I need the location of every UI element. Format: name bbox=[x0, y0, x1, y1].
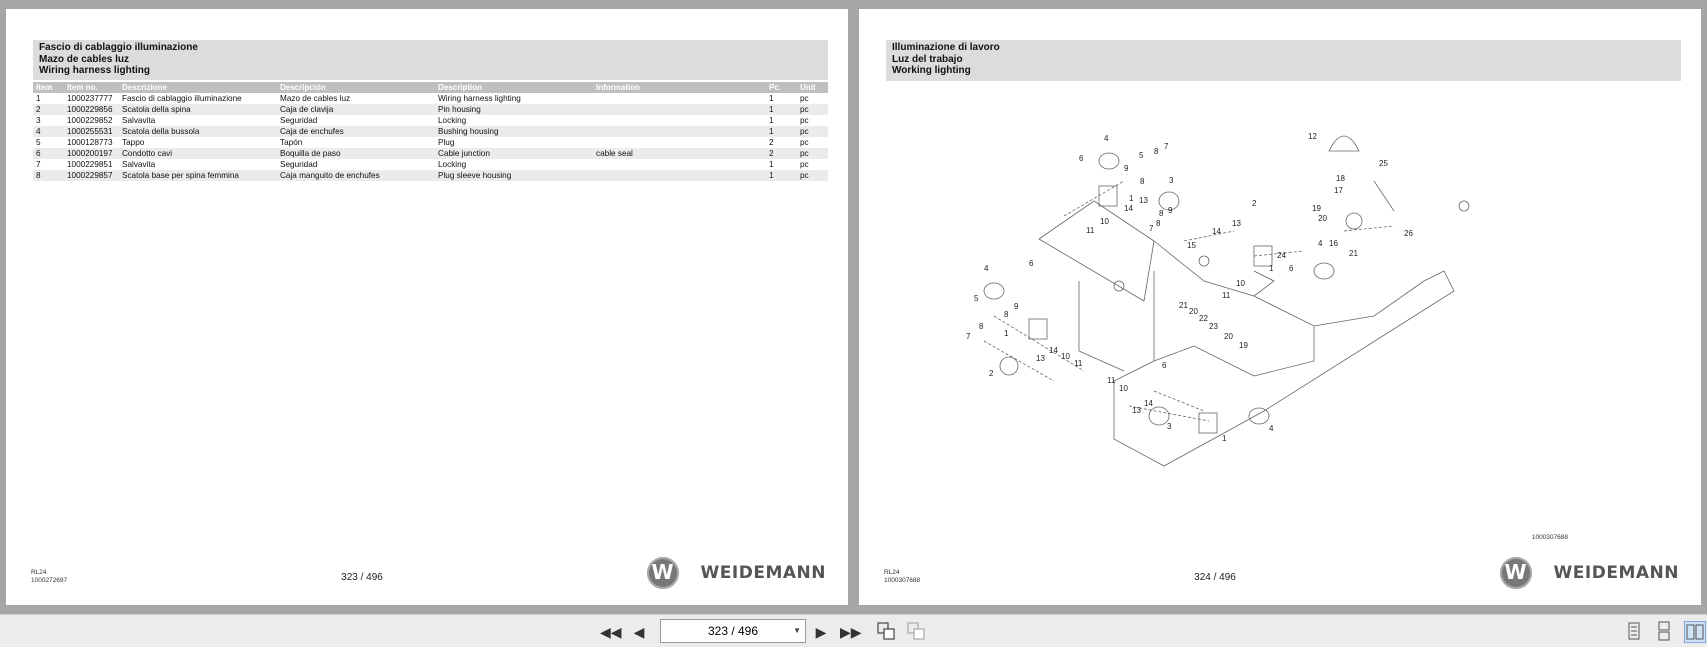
doc-number: 1000272697 bbox=[31, 577, 68, 584]
table-row bbox=[33, 159, 828, 170]
column-header: Descripción bbox=[277, 82, 435, 93]
table-cell: 5 bbox=[33, 137, 64, 148]
table-cell: 1 bbox=[33, 93, 64, 104]
svg-text:13: 13 bbox=[1139, 196, 1148, 205]
svg-text:12: 12 bbox=[1308, 132, 1317, 141]
svg-text:10: 10 bbox=[1236, 279, 1245, 288]
table-cell: 6 bbox=[33, 148, 64, 159]
svg-text:11: 11 bbox=[1222, 291, 1231, 300]
go-back-view-icon[interactable] bbox=[876, 621, 896, 641]
table-cell: 1000229857 bbox=[64, 170, 119, 181]
svg-text:1: 1 bbox=[1222, 434, 1227, 443]
svg-text:9: 9 bbox=[1168, 206, 1173, 215]
table-cell: 1000255531 bbox=[64, 126, 119, 137]
table-row bbox=[33, 126, 828, 137]
svg-text:3: 3 bbox=[1169, 176, 1174, 185]
svg-text:6: 6 bbox=[1162, 361, 1167, 370]
svg-text:19: 19 bbox=[1312, 204, 1321, 213]
title-block bbox=[886, 40, 1681, 81]
svg-text:19: 19 bbox=[1239, 341, 1248, 350]
table-cell: Condotto cavi bbox=[119, 148, 277, 159]
table-cell: Mazo de cables luz bbox=[277, 93, 435, 104]
table-cell: cable seal bbox=[593, 148, 766, 159]
go-forward-view-icon[interactable] bbox=[906, 621, 926, 641]
table-row bbox=[33, 104, 828, 115]
svg-text:5: 5 bbox=[974, 294, 979, 303]
table-cell: Scatola della bussola bbox=[119, 126, 277, 137]
single-page-view-icon[interactable] bbox=[1624, 621, 1644, 641]
svg-text:17: 17 bbox=[1334, 186, 1343, 195]
table-cell: pc bbox=[797, 170, 828, 181]
table-cell: Wiring harness lighting bbox=[435, 93, 593, 104]
svg-text:6: 6 bbox=[1289, 264, 1294, 273]
table-cell: Plug sleeve housing bbox=[435, 170, 593, 181]
svg-text:6: 6 bbox=[1079, 154, 1084, 163]
svg-text:24: 24 bbox=[1277, 251, 1286, 260]
table-cell: Bushing housing bbox=[435, 126, 593, 137]
table-cell: 1 bbox=[766, 170, 797, 181]
parts-table bbox=[33, 82, 828, 181]
page-number: 323 / 496 bbox=[341, 572, 383, 583]
column-header: Information bbox=[593, 82, 766, 93]
column-header: Item bbox=[33, 82, 64, 93]
title-block bbox=[33, 40, 828, 80]
table-cell: pc bbox=[797, 159, 828, 170]
exploded-wiring-diagram bbox=[954, 121, 1554, 511]
svg-text:14: 14 bbox=[1124, 204, 1133, 213]
left-page bbox=[6, 9, 848, 605]
table-cell bbox=[593, 104, 766, 115]
column-header: Descrizione bbox=[119, 82, 277, 93]
svg-text:8: 8 bbox=[1140, 177, 1145, 186]
svg-text:10: 10 bbox=[1100, 217, 1109, 226]
last-page-icon[interactable]: ▶▶ bbox=[840, 624, 862, 640]
svg-text:6: 6 bbox=[1029, 259, 1034, 268]
table-cell: pc bbox=[797, 93, 828, 104]
svg-text:8: 8 bbox=[1156, 219, 1161, 228]
svg-text:14: 14 bbox=[1049, 346, 1058, 355]
weidemann-logo-icon: W bbox=[1500, 557, 1532, 589]
table-cell bbox=[593, 93, 766, 104]
brand-wordmark: WEIDEMANN bbox=[1553, 563, 1679, 583]
table-cell: 2 bbox=[766, 137, 797, 148]
doc-number: 1000307688 bbox=[884, 577, 921, 584]
table-cell: 4 bbox=[33, 126, 64, 137]
first-page-icon[interactable]: ◀◀ bbox=[600, 624, 622, 640]
svg-text:8: 8 bbox=[979, 322, 984, 331]
table-cell: 2 bbox=[766, 148, 797, 159]
table-cell: Salvavita bbox=[119, 159, 277, 170]
title-italian: Illuminazione di lavoro bbox=[892, 42, 1000, 53]
svg-text:15: 15 bbox=[1187, 241, 1196, 250]
prev-page-icon[interactable]: ◀ bbox=[633, 624, 645, 640]
table-cell: 1000229856 bbox=[64, 104, 119, 115]
svg-text:2: 2 bbox=[1252, 199, 1257, 208]
table-cell bbox=[593, 126, 766, 137]
svg-text:11: 11 bbox=[1074, 359, 1083, 368]
svg-text:13: 13 bbox=[1036, 354, 1045, 363]
table-row bbox=[33, 137, 828, 148]
table-cell: Seguridad bbox=[277, 115, 435, 126]
table-row bbox=[33, 170, 828, 181]
continuous-view-icon[interactable] bbox=[1654, 621, 1674, 641]
column-header: Description bbox=[435, 82, 593, 93]
table-cell: Pin housing bbox=[435, 104, 593, 115]
table-cell bbox=[593, 170, 766, 181]
table-cell: 2 bbox=[33, 104, 64, 115]
svg-text:21: 21 bbox=[1349, 249, 1358, 258]
table-cell: Caja de clavija bbox=[277, 104, 435, 115]
page-number: 324 / 496 bbox=[1194, 572, 1236, 583]
svg-text:4: 4 bbox=[1269, 424, 1274, 433]
svg-text:11: 11 bbox=[1086, 226, 1095, 235]
table-cell: Plug bbox=[435, 137, 593, 148]
svg-text:5: 5 bbox=[1139, 151, 1144, 160]
table-row bbox=[33, 148, 828, 159]
table-cell bbox=[593, 137, 766, 148]
table-cell: Scatola base per spina femmina bbox=[119, 170, 277, 181]
svg-text:1: 1 bbox=[1004, 329, 1009, 338]
svg-text:26: 26 bbox=[1404, 229, 1413, 238]
svg-text:1: 1 bbox=[1269, 264, 1274, 273]
table-cell: 1 bbox=[766, 159, 797, 170]
svg-text:18: 18 bbox=[1336, 174, 1345, 183]
table-cell: Tappo bbox=[119, 137, 277, 148]
svg-text:23: 23 bbox=[1209, 322, 1218, 331]
svg-text:21: 21 bbox=[1179, 301, 1188, 310]
svg-text:14: 14 bbox=[1212, 227, 1221, 236]
table-cell: Cable junction bbox=[435, 148, 593, 159]
brand-wordmark: WEIDEMANN bbox=[700, 563, 826, 583]
table-cell: 8 bbox=[33, 170, 64, 181]
table-cell: Caja de enchufes bbox=[277, 126, 435, 137]
model-label: RL24 bbox=[31, 569, 47, 576]
svg-text:4: 4 bbox=[1318, 239, 1323, 248]
svg-text:20: 20 bbox=[1318, 214, 1327, 223]
table-cell: Seguridad bbox=[277, 159, 435, 170]
svg-text:8: 8 bbox=[1004, 310, 1009, 319]
table-cell: 1 bbox=[766, 126, 797, 137]
table-cell: pc bbox=[797, 104, 828, 115]
svg-text:9: 9 bbox=[1014, 302, 1019, 311]
chevron-down-icon[interactable]: ▼ bbox=[793, 626, 801, 635]
svg-text:4: 4 bbox=[984, 264, 989, 273]
brand-logo bbox=[647, 557, 826, 589]
column-header: Pc. bbox=[766, 82, 797, 93]
title-english: Wiring harness lighting bbox=[39, 65, 151, 76]
table-cell: 7 bbox=[33, 159, 64, 170]
title-english: Working lighting bbox=[892, 65, 971, 76]
table-cell: pc bbox=[797, 126, 828, 137]
page-number-field[interactable]: 323 / 496 ▼ bbox=[660, 619, 806, 643]
svg-text:8: 8 bbox=[1159, 209, 1164, 218]
table-cell: 1 bbox=[766, 104, 797, 115]
title-spanish: Luz del trabajo bbox=[892, 53, 963, 65]
svg-text:7: 7 bbox=[966, 332, 971, 341]
table-cell: Fascio di cablaggio illuminazione bbox=[119, 93, 277, 104]
svg-text:1: 1 bbox=[1129, 194, 1134, 203]
two-page-view-icon[interactable] bbox=[1684, 621, 1706, 643]
table-row bbox=[33, 115, 828, 126]
svg-text:3: 3 bbox=[1167, 422, 1172, 431]
table-cell: 3 bbox=[33, 115, 64, 126]
viewer-toolbar bbox=[0, 614, 1707, 647]
table-cell: Boquilla de paso bbox=[277, 148, 435, 159]
svg-text:7: 7 bbox=[1164, 142, 1169, 151]
table-row bbox=[33, 93, 828, 104]
table-cell: 1000229852 bbox=[64, 115, 119, 126]
table-cell: 1 bbox=[766, 93, 797, 104]
table-cell: Locking bbox=[435, 115, 593, 126]
table-cell: Locking bbox=[435, 159, 593, 170]
table-cell: 1000200197 bbox=[64, 148, 119, 159]
table-header-row bbox=[33, 82, 828, 93]
brand-logo bbox=[1500, 557, 1679, 589]
title-spanish: Mazo de cables luz bbox=[39, 53, 130, 65]
table-cell: 1000237777 bbox=[64, 93, 119, 104]
svg-text:14: 14 bbox=[1144, 399, 1153, 408]
svg-text:20: 20 bbox=[1224, 332, 1233, 341]
table-cell bbox=[593, 115, 766, 126]
svg-text:11: 11 bbox=[1107, 376, 1116, 385]
svg-text:16: 16 bbox=[1329, 239, 1338, 248]
table-cell: Salvavita bbox=[119, 115, 277, 126]
table-cell: pc bbox=[797, 137, 828, 148]
table-cell: Tapón bbox=[277, 137, 435, 148]
svg-text:8: 8 bbox=[1154, 147, 1159, 156]
table-cell: pc bbox=[797, 148, 828, 159]
column-header: Unit bbox=[797, 82, 828, 93]
right-page bbox=[859, 9, 1701, 605]
model-label: RL24 bbox=[884, 569, 900, 576]
svg-text:13: 13 bbox=[1232, 219, 1241, 228]
drawing-number: 1000307688 bbox=[1531, 534, 1568, 541]
table-cell: 1000128773 bbox=[64, 137, 119, 148]
svg-text:9: 9 bbox=[1124, 164, 1129, 173]
svg-text:7: 7 bbox=[1149, 224, 1154, 233]
svg-text:10: 10 bbox=[1119, 384, 1128, 393]
svg-text:20: 20 bbox=[1189, 307, 1198, 316]
svg-text:13: 13 bbox=[1132, 406, 1141, 415]
svg-text:10: 10 bbox=[1061, 352, 1070, 361]
table-cell: Scatola della spina bbox=[119, 104, 277, 115]
title-italian: Fascio di cablaggio illuminazione bbox=[39, 42, 198, 53]
weidemann-logo-icon: W bbox=[647, 557, 679, 589]
table-cell bbox=[593, 159, 766, 170]
svg-text:25: 25 bbox=[1379, 159, 1388, 168]
table-cell: pc bbox=[797, 115, 828, 126]
svg-text:2: 2 bbox=[989, 369, 994, 378]
table-cell: Caja manguito de enchufes bbox=[277, 170, 435, 181]
svg-text:4: 4 bbox=[1104, 134, 1109, 143]
svg-text:22: 22 bbox=[1199, 314, 1208, 323]
column-header: Item no. bbox=[64, 82, 119, 93]
table-cell: 1 bbox=[766, 115, 797, 126]
next-page-icon[interactable]: ▶ bbox=[815, 624, 827, 640]
table-cell: 1000229851 bbox=[64, 159, 119, 170]
